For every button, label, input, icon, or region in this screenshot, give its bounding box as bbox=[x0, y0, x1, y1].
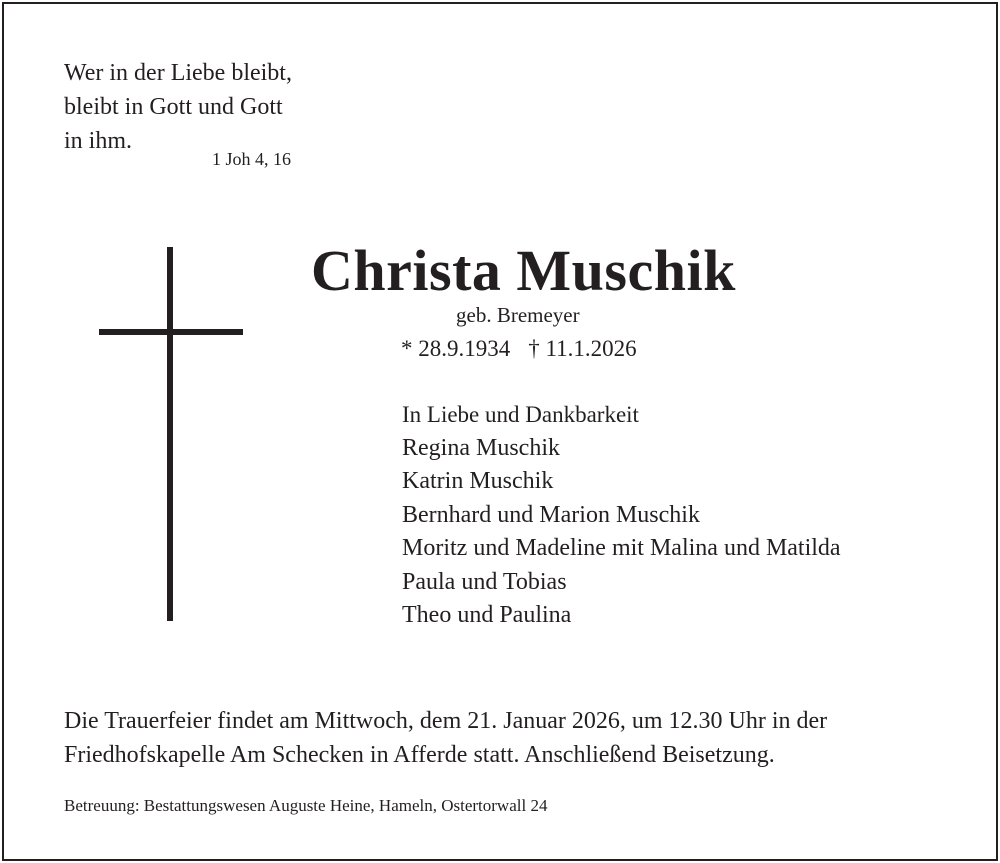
mourner-name: Moritz und Madeline mit Malina und Matilda bbox=[402, 535, 841, 561]
verse-line: bleibt in Gott und Gott bbox=[64, 94, 283, 120]
mourners-intro: In Liebe und Dankbarkeit bbox=[402, 402, 639, 427]
ceremony-line: Die Trauerfeier findet am Mittwoch, dem 21. Januar 2026, um 12.30 Uhr in der bbox=[64, 708, 828, 734]
deceased-name: Christa Muschik bbox=[311, 238, 736, 303]
funeral-home-note: Betreuung: Bestattungswesen Auguste Heine, Hameln, Ostertorwall 24 bbox=[64, 796, 548, 815]
verse-line: Wer in der Liebe bleibt, bbox=[64, 60, 292, 86]
mourners-list bbox=[402, 398, 841, 633]
bible-verse bbox=[64, 56, 292, 158]
obituary-notice bbox=[2, 2, 998, 861]
ceremony-line: Friedhofskapelle Am Schecken in Afferde statt. Anschließend Beisetzung. bbox=[64, 742, 775, 768]
life-dates bbox=[401, 334, 637, 364]
mourner-name: Paula und Tobias bbox=[402, 568, 567, 595]
mourner-name: Bernhard und Marion Muschik bbox=[402, 501, 700, 528]
maiden-name: geb. Bremeyer bbox=[456, 303, 580, 327]
verse-reference: 1 Joh 4, 16 bbox=[212, 149, 292, 169]
mourner-name: Theo und Paulina bbox=[402, 602, 572, 628]
mourner-name: Regina Muschik bbox=[402, 434, 560, 461]
birth-date: * 28.9.1934 bbox=[401, 336, 511, 361]
death-date: † 11.1.2026 bbox=[528, 336, 637, 361]
cross-horizontal-bar bbox=[99, 329, 243, 335]
cross-vertical-bar bbox=[167, 247, 173, 621]
ceremony-info bbox=[64, 704, 827, 772]
mourner-name: Katrin Muschik bbox=[402, 468, 554, 494]
verse-line: in ihm. bbox=[64, 128, 133, 154]
